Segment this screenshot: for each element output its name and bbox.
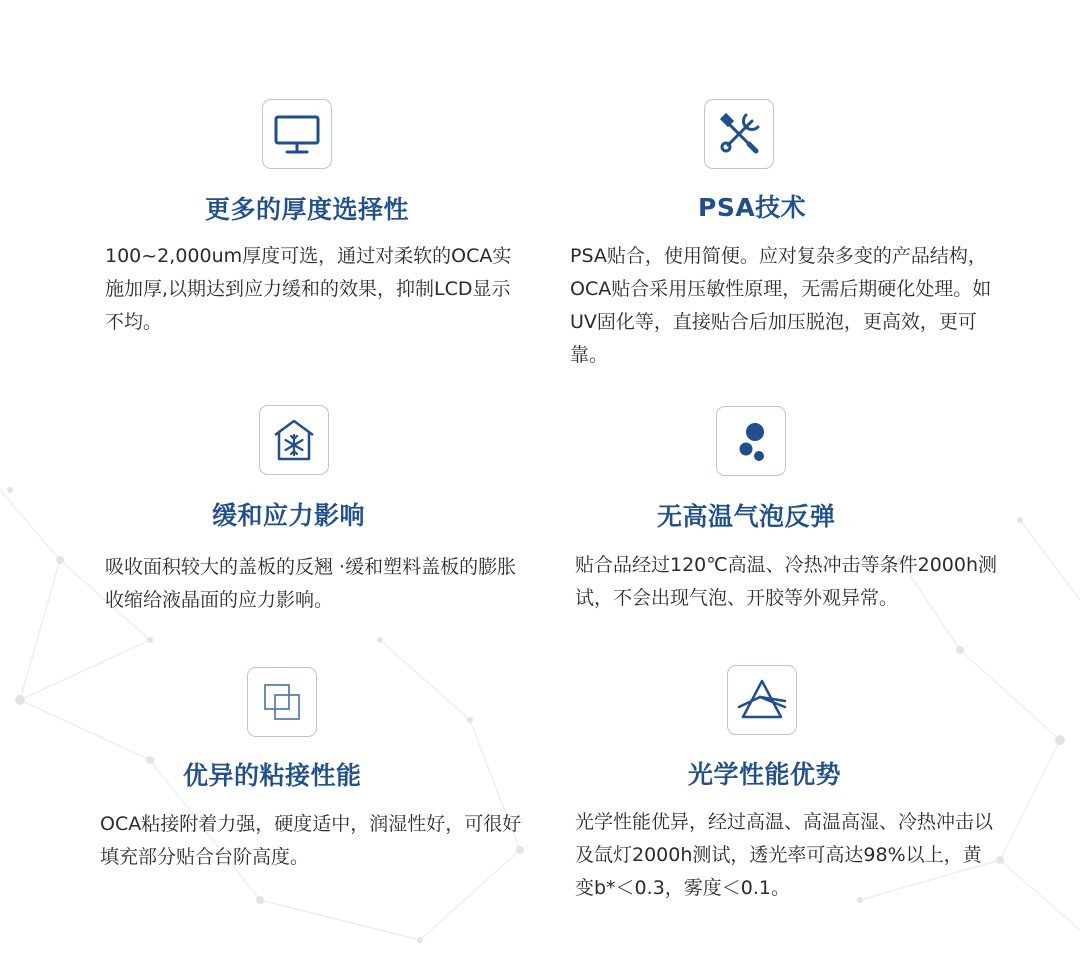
feature-description: PSA贴合，使用简便。应对复杂多变的产品结构，OCA贴合采用压敏性原理，无需后期硬化处理。如UV固化等，直接贴合后加压脱泡，更高效，更可靠。: [570, 245, 992, 366]
feature-title: 优异的粘接性能: [183, 761, 362, 790]
monitor-icon: [262, 99, 332, 169]
overlap-squares-icon: [247, 667, 317, 737]
feature-title: 缓和应力影响: [212, 501, 366, 530]
feature-description: 贴合品经过120℃高温、冷热冲击等条件2000h测试，不会出现气泡、开胶等外观异常。: [575, 554, 997, 609]
feature-title: 更多的厚度选择性: [205, 195, 410, 224]
tools-icon: [704, 99, 774, 169]
snowflake-house-icon: [259, 405, 329, 475]
feature-title: PSA技术: [698, 193, 807, 222]
feature-title: 光学性能优势: [688, 760, 842, 789]
feature-description: 光学性能优异，经过高温、高温高湿、冷热冲击以及氙灯2000h测试，透光率可高达98%以上，黄变b*＜0.3，雾度＜0.1。: [575, 811, 994, 899]
bubbles-icon: [716, 406, 786, 476]
prism-icon: [727, 665, 797, 735]
feature-title: 无高温气泡反弹: [657, 502, 836, 531]
feature-description: 100~2,000um厚度可选，通过对柔软的OCA实施加厚,以期达到应力缓和的效果，抑制LCD显示不均。: [105, 245, 512, 333]
feature-description: OCA粘接附着力强，硬度适中，润湿性好，可很好填充部分贴合台阶高度。: [100, 813, 522, 868]
feature-description: 吸收面积较大的盖板的反翘 ·缓和塑料盖板的膨胀收缩给液晶面的应力影响。: [105, 556, 517, 611]
